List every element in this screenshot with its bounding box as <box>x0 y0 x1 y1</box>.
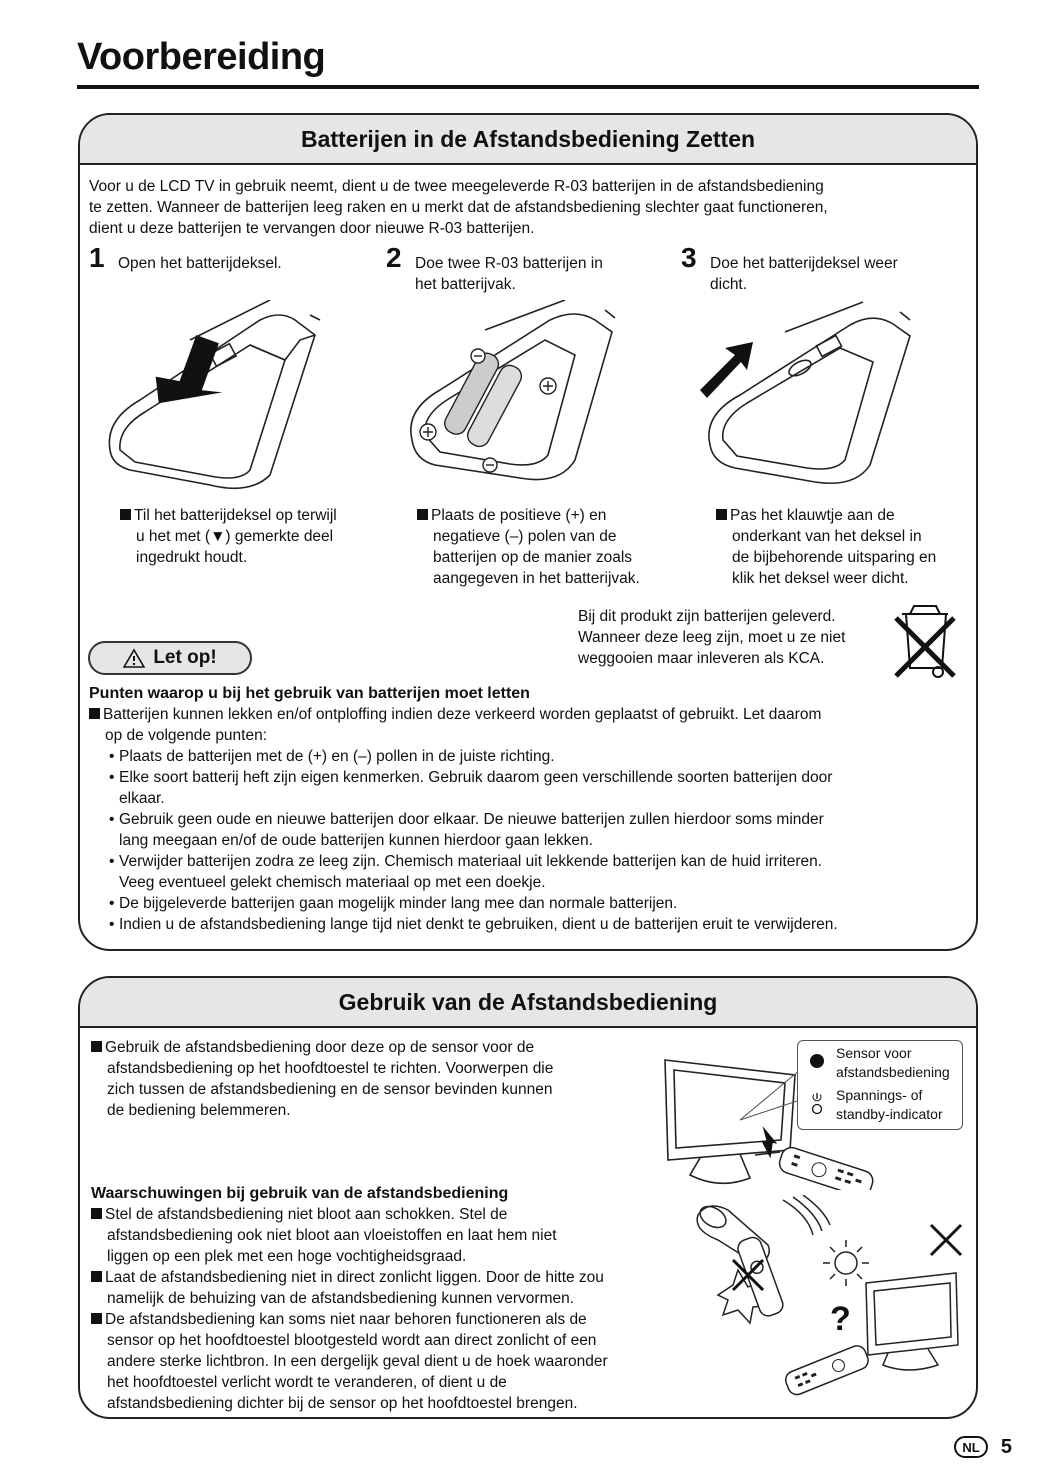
svg-text:?: ? <box>830 1300 851 1338</box>
caution-item <box>89 809 969 851</box>
page-number: 5 <box>1000 1436 1012 1458</box>
usage-heading: Gebruik van de Afstandsbediening <box>80 978 976 1028</box>
square-bullet-icon <box>91 1208 102 1219</box>
warning-line: liggen op een plek met een hoge vochtigheidsgraad. <box>107 1248 467 1265</box>
warning-line: sensor op het hoofdtoestel blootgesteld wordt aan direct zonlicht of een <box>107 1332 597 1349</box>
caution-item-line: Elke soort batterij heft zijn eigen kenmerken. Gebruik daarom geen verschillende soorten batterijen door <box>119 769 833 786</box>
batteries-heading: Batterijen in de Afstandsbediening Zetten <box>80 115 976 165</box>
step-1-text <box>118 253 282 274</box>
caution-badge <box>88 641 252 675</box>
intro-line: dient u deze batterijen te vervangen door nieuwe R-03 batterijen. <box>89 220 535 237</box>
caution-item-line: Verwijder batterijen zodra ze leeg zijn. Chemisch materiaal uit lekkende batterijen kan de huid irriteren. <box>119 853 823 870</box>
bullet-dot-icon: • <box>109 853 115 870</box>
step-1-line: Open het batterijdeksel. <box>118 255 282 272</box>
step-3-note <box>716 505 936 589</box>
caution-item-line: lang meegaan en/of de oude batterijen kunnen hierdoor gaan lekken. <box>119 832 593 849</box>
caution-item-line: Gebruik geen oude en nieuwe batterijen door elkaar. De nieuwe batterijen zullen hierdoor soms minder <box>119 811 824 828</box>
caution-item-line: Indien u de afstandsbediening lange tijd niet denkt te gebruiken, dient u de batterijen eruit te verwijderen. <box>119 916 838 933</box>
step-2-text <box>415 253 603 295</box>
warning-triangle-icon <box>123 648 145 668</box>
bullet-dot-icon: • <box>109 748 115 765</box>
step-1-note <box>120 505 337 568</box>
note-line: Plaats de positieve (+) en <box>431 507 607 524</box>
close-cover-illustration <box>695 300 925 500</box>
legend-line: Sensor voor <box>836 1045 912 1061</box>
square-bullet-icon <box>89 708 100 719</box>
bullet-dot-icon: • <box>109 916 115 933</box>
step-3-text <box>710 253 898 295</box>
intro-line: Voor u de LCD TV in gebruik neemt, dient u de twee meegeleverde R-03 batterijen in de afstandsbediening <box>89 178 824 195</box>
note-line: Til het batterijdeksel op terwijl <box>134 507 337 524</box>
warning-line: namelijk de behuizing van de afstandsbediening kunnen vervormen. <box>107 1290 575 1307</box>
legend-line: standby-indicator <box>836 1106 943 1122</box>
sensor-legend <box>797 1040 963 1130</box>
kca-line: weggooien maar inleveren als KCA. <box>578 650 825 667</box>
square-bullet-icon <box>91 1313 102 1324</box>
caution-item <box>89 914 969 935</box>
warning-line: afstandsbediening ook niet bloot aan vloeistoffen en laat hem niet <box>107 1227 557 1244</box>
note-line: negatieve (–) polen van de <box>433 528 617 545</box>
warning-line: Laat de afstandsbediening niet in direct zonlicht liggen. Door de hitte zou <box>105 1269 604 1286</box>
kca-line: Wanneer deze leeg zijn, moet u ze niet <box>578 629 846 646</box>
note-line: de bijbehorende uitsparing en <box>732 549 937 566</box>
note-line: onderkant van het deksel in <box>732 528 922 545</box>
caution-item-line: elkaar. <box>119 790 165 807</box>
usage-intro-line: de bediening belemmeren. <box>107 1102 291 1119</box>
step-3-line: Doe het batterijdeksel weer <box>710 255 898 272</box>
legend-line: Spannings- of <box>836 1087 923 1103</box>
batteries-intro <box>89 176 828 239</box>
caution-item <box>89 746 969 767</box>
insert-batteries-illustration <box>400 300 630 500</box>
square-bullet-icon <box>91 1271 102 1282</box>
language-badge: NL <box>954 1436 988 1458</box>
crossed-bin-icon <box>890 596 960 682</box>
square-bullet-icon <box>120 509 131 520</box>
note-line: Pas het klauwtje aan de <box>730 507 895 524</box>
caution-item <box>89 767 969 809</box>
caution-item-line: Veeg eventueel gelekt chemisch materiaal op met een doekje. <box>119 874 546 891</box>
usage-intro-line: afstandsbediening op het hoofdtoestel te richten. Voorwerpen die <box>107 1060 554 1077</box>
page-title: Voorbereiding <box>77 36 326 78</box>
note-line: aangegeven in het batterijvak. <box>433 570 640 587</box>
square-bullet-icon <box>91 1041 102 1052</box>
legend-line: afstandsbediening <box>836 1064 950 1080</box>
caution-label: Let op! <box>153 647 217 668</box>
usage-intro <box>91 1037 553 1121</box>
square-bullet-icon <box>417 509 428 520</box>
caution-block <box>89 683 969 935</box>
warning-line: andere sterke lichtbron. In een dergelijk geval dient u de hoek waaronder <box>107 1353 608 1370</box>
bullet-dot-icon: • <box>109 769 115 786</box>
usage-intro-line: zich tussen de afstandsbediening en de sensor bevinden kunnen <box>107 1081 553 1098</box>
sensor-dot-icon <box>810 1054 824 1068</box>
legend-sensor <box>836 1044 950 1082</box>
bullet-dot-icon: • <box>109 811 115 828</box>
bullet-dot-icon: • <box>109 895 115 912</box>
title-rule <box>77 85 979 89</box>
legend-standby <box>836 1086 943 1124</box>
caution-lead-line: Batterijen kunnen lekken en/of ontploffing indien deze verkeerd worden geplaatst of gebruikt. Let daarom <box>103 706 822 723</box>
warnings-heading: Waarschuwingen bij gebruik van de afstandsbediening <box>91 1185 509 1202</box>
note-line: ingedrukt houdt. <box>136 549 248 566</box>
step-2-number: 2 <box>386 242 402 273</box>
kca-notice <box>578 606 845 669</box>
intro-line: te zetten. Wanneer de batterijen leeg raken en u merkt dat de afstandsbediening slechter gaat functioneren, <box>89 199 828 216</box>
warnings-illustration <box>688 1195 968 1405</box>
caution-lead-line: op de volgende punten: <box>105 727 268 744</box>
warning-line: het hoofdtoestel verlicht wordt te veranderen, of dient u de <box>107 1374 507 1391</box>
standby-icon <box>809 1092 825 1116</box>
step-3-line: dicht. <box>710 276 748 293</box>
step-1-number: 1 <box>89 242 105 273</box>
caution-item-line: Plaats de batterijen met de (+) en (–) pollen in de juiste richting. <box>119 748 555 765</box>
square-bullet-icon <box>716 509 727 520</box>
note-line: u het met (▼) gemerkte deel <box>136 528 334 545</box>
caution-item <box>89 893 969 914</box>
warning-line: De afstandsbediening kan soms niet naar behoren functioneren als de <box>105 1311 587 1328</box>
note-line: klik het deksel weer dicht. <box>732 570 909 587</box>
usage-intro-line: Gebruik de afstandsbediening door deze op de sensor voor de <box>105 1039 535 1056</box>
note-line: batterijen op de manier zoals <box>433 549 633 566</box>
caution-item-line: De bijgeleverde batterijen gaan mogelijk minder lang mee dan normale batterijen. <box>119 895 678 912</box>
warning-line: Stel de afstandsbediening niet bloot aan schokken. Stel de <box>105 1206 508 1223</box>
caution-heading: Punten waarop u bij het gebruik van batterijen moet letten <box>89 685 530 702</box>
caution-item <box>89 851 969 893</box>
step-2-line: het batterijvak. <box>415 276 516 293</box>
step-3-number: 3 <box>681 242 697 273</box>
kca-line: Bij dit produkt zijn batterijen geleverd. <box>578 608 836 625</box>
open-cover-illustration <box>100 300 330 500</box>
step-2-note <box>417 505 640 589</box>
warnings-block <box>91 1183 608 1414</box>
step-2-line: Doe twee R-03 batterijen in <box>415 255 603 272</box>
warning-line: afstandsbediening dichter bij de sensor op het hoofdtoestel brengen. <box>107 1395 578 1412</box>
